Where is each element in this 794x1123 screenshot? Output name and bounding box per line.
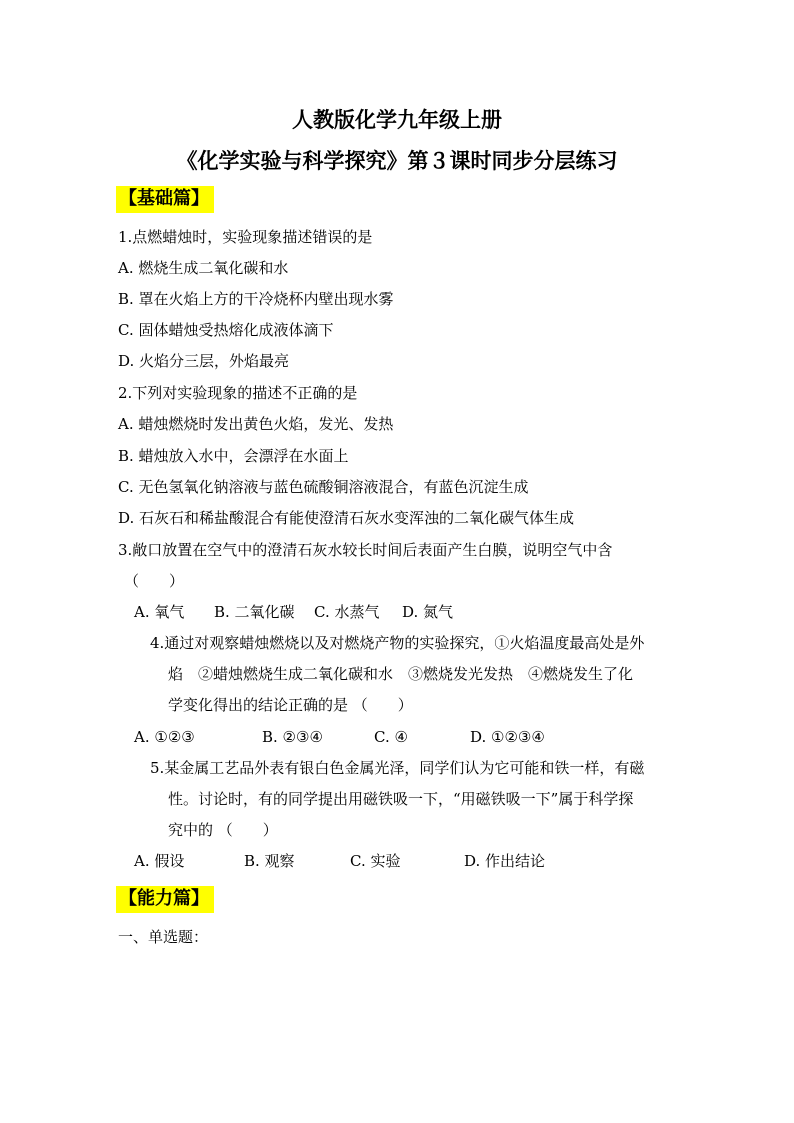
page-title: 人教版化学九年级上册 [292,108,502,132]
question-2-option-b: B. 蜡烛放入水中，会漂浮在水面上 [118,447,349,465]
question-5-option-b: B. 观察 [244,852,295,870]
question-1-option-d: D. 火焰分三层，外焰最亮 [118,352,290,370]
question-5-stem-line-2: 性。讨论时，有的同学提出用磁铁吸一下，“用磁铁吸一下”属于科学探 [168,790,634,808]
question-5-option-d: D. 作出结论 [464,852,546,870]
question-4-option-a: A. ①②③ [134,728,195,746]
question-1-option-b: B. 罩在火焰上方的干冷烧杯内壁出现水雾 [118,290,394,308]
question-1-option-a: A. 燃烧生成二氧化碳和水 [118,259,289,277]
question-1-option-c: C. 固体蜡烛受热熔化成液体滴下 [118,321,334,339]
question-3-option-d: D. 氮气 [402,603,454,621]
question-4-stem-line-2: 焰 ②蜡烛燃烧生成二氧化碳和水 ③燃烧发光发热 ④燃烧发生了化 [168,665,634,683]
page-subtitle: 《化学实验与科学探究》第３课时同步分层练习 [176,149,618,173]
section-ability-label: 【能力篇】 [116,886,214,913]
question-4-stem-line-1: 4.通过对观察蜡烛燃烧以及对燃烧产物的实验探究，①火焰温度最高处是外 [150,634,645,652]
question-3-option-a: A. 氧气 [134,603,185,621]
question-5-stem-line-3: 究中的 （ ） [168,821,278,839]
question-5-option-a: A. 假设 [134,852,185,870]
question-3-option-c: C. 水蒸气 [314,603,380,621]
question-5-stem-line-1: 5.某金属工艺品外表有银白色金属光泽，同学们认为它可能和铁一样，有磁 [150,759,645,777]
question-3-option-b: B. 二氧化碳 [214,603,295,621]
part-1-heading: 一、单选题： [118,928,209,946]
question-4-option-b: B. ②③④ [262,728,323,746]
question-4-option-c: C. ④ [374,728,408,746]
question-4-stem-line-3: 学变化得出的结论正确的是 （ ） [168,696,413,714]
question-2-option-d: D. 石灰石和稀盐酸混合有能使澄清石灰水变浑浊的二氧化碳气体生成 [118,509,575,527]
question-2-option-c: C. 无色氢氧化钠溶液与蓝色硫酸铜溶液混合，有蓝色沉淀生成 [118,478,529,496]
question-3-options [134,601,554,623]
question-3-stem: 3.敞口放置在空气中的澄清石灰水较长时间后表面产生白膜，说明空气中含 [118,541,613,559]
question-5-options [134,850,594,872]
question-1-stem: 1.点燃蜡烛时，实验现象描述错误的是 [118,228,373,246]
question-5-option-c: C. 实验 [350,852,401,870]
question-3-answer-blank: （ ） [124,572,185,590]
question-2-stem: 2.下列对实验现象的描述不正确的是 [118,384,358,402]
question-4-option-d: D. ①②③④ [470,728,545,746]
question-4-options [134,726,594,748]
section-basic-label: 【基础篇】 [116,186,214,213]
question-2-option-a: A. 蜡烛燃烧时发出黄色火焰，发光、发热 [118,415,394,433]
